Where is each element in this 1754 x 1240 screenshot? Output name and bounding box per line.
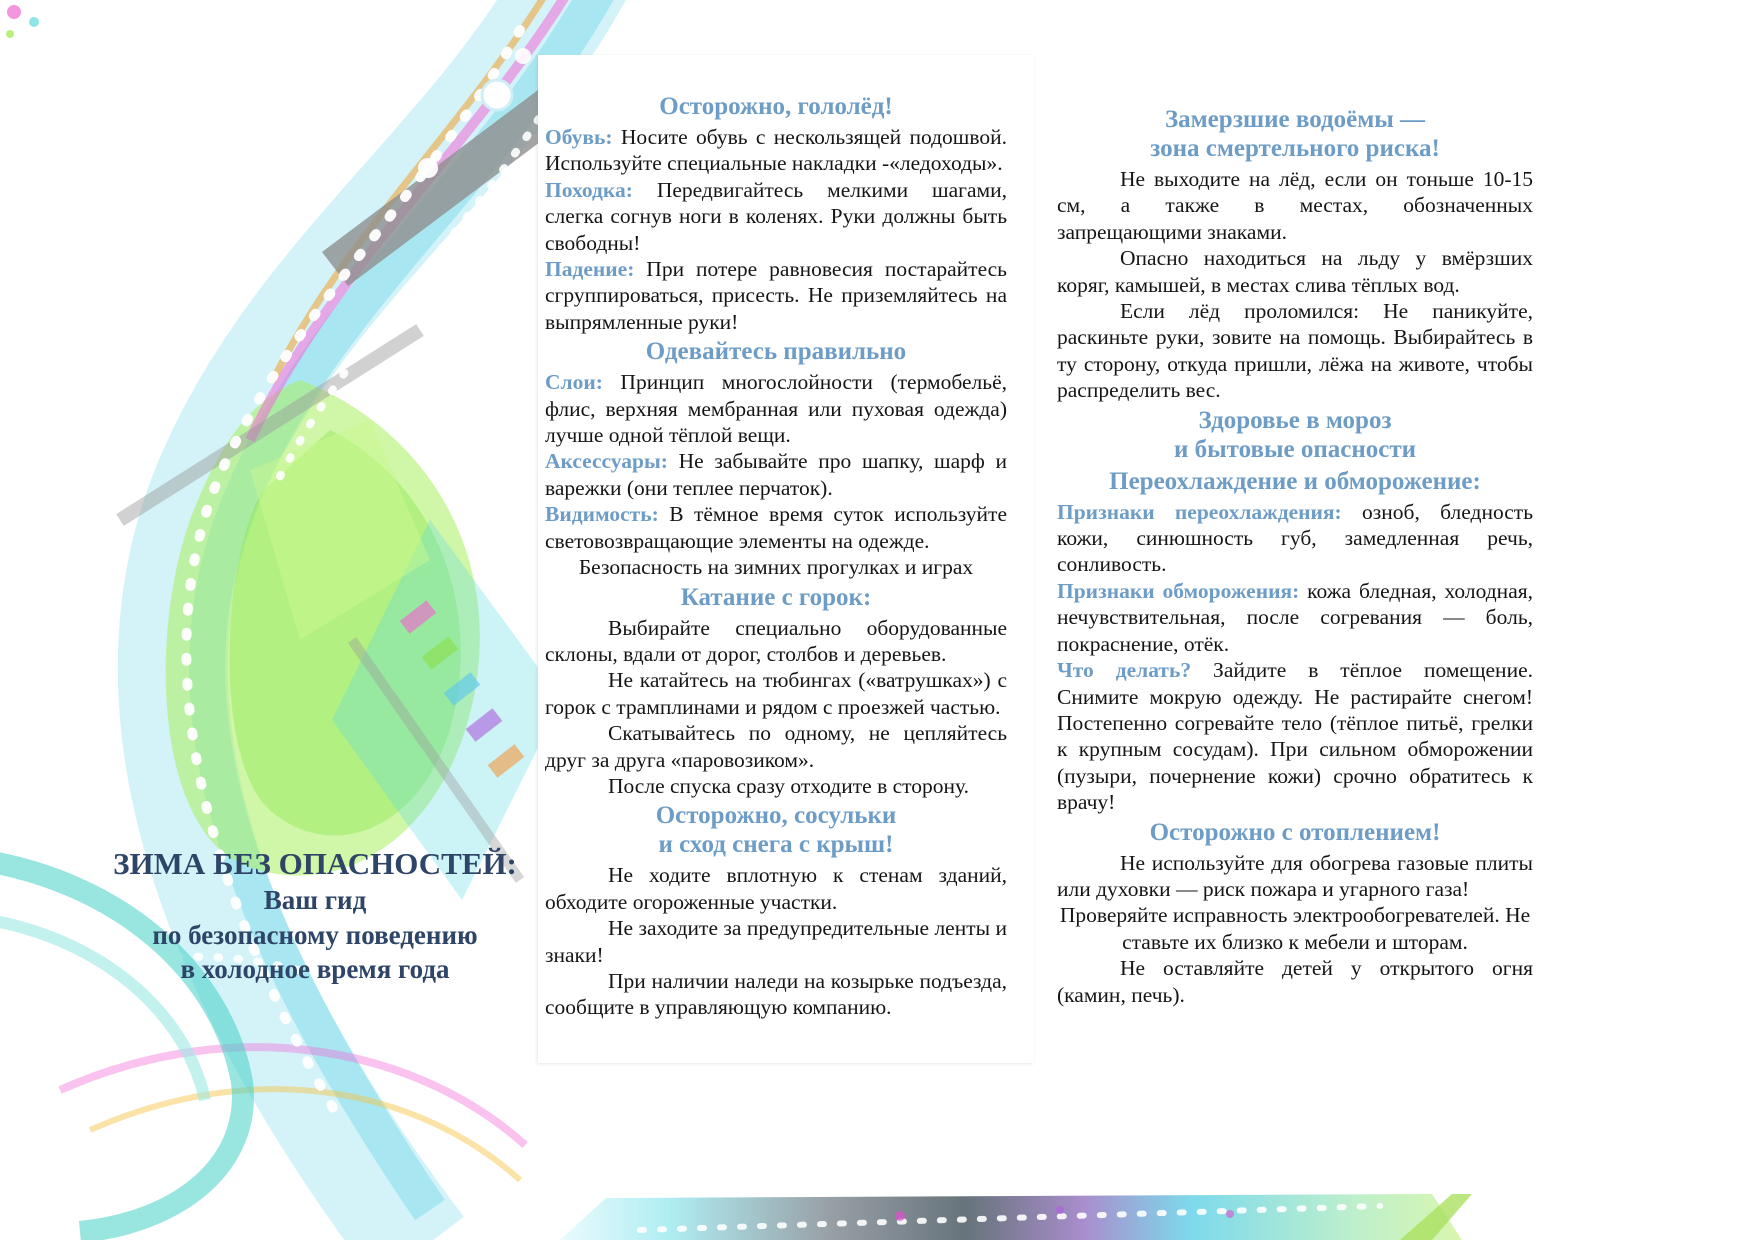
paragraph: Не катайтесь на тюбингах («ватрушках») с горок с трамплинами и рядом с проезжей частью. [545,668,1007,719]
title-line: Ваш гид [263,885,367,915]
heading-line: Катание с горок: [680,583,872,611]
paragraph: После спуска сразу отходите в сторону. [608,773,969,798]
term-label: Признаки обморожения: [1057,578,1300,603]
section-heading [1057,406,1533,464]
paragraph: Если лёд проломился: Не паникуйте, раскиньте руки, зовите на помощь. Выбирайтесь в ту сторону, откуда пришли, лёжа на животе, чтобы распределить вес. [1057,299,1533,403]
term-label: Видимость: [545,502,659,527]
section-heading [545,801,1007,859]
decor-circle [482,80,512,110]
labeled-paragraph: Признаки переохлаждения: озноб, бледность кожи, синюшность губ, замедленная речь, сонливость. [1057,499,1534,577]
section-heading [1057,467,1533,496]
paragraph: Выбирайте специально оборудованные склоны, вдали от дорог, столбов и деревьев. [545,615,1007,666]
term-label: Признаки переохлаждения: [1057,499,1342,524]
heading-line: и сход снега с крыш! [658,831,894,859]
brochure-title [70,845,560,987]
column-right [1057,103,1533,1008]
paragraph: Не ходите вплотную к стенам зданий, обходите огороженные участки. [545,863,1007,914]
labeled-paragraph: Признаки обморожения: кожа бледная, холодная, нечувствительная, после согревания — боль, покраснение, отёк. [1057,578,1533,656]
term-label: Падение: [545,257,635,282]
section-heading [545,583,1007,612]
heading-line: Замерзшие водоёмы — [1164,106,1426,133]
heading-line: Одевайтесь правильно [645,338,907,366]
centered-paragraph: Проверяйте исправность электрообогревателей. Не ставьте их близко к мебели и шторам. [1059,903,1531,954]
term-label: Слои: [545,370,603,395]
column-middle [545,90,1007,1021]
paragraph: Не оставляйте детей у открытого огня (камин, печь). [1057,956,1533,1007]
labeled-paragraph: Что делать? Зайдите в тёплое помещение. Снимите мокрую одежду. Не растирайте снегом! Постепенно согревайте тело (тёплое питьё, грелки к крупным сосудам). При сильном обморожении (пузыри, почернение кожи) срочно обратитесь к врачу! [1057,658,1533,815]
labeled-paragraph: Аксессуары: Не забывайте про шапку, шарф и варежки (они теплее перчаток). [545,449,1007,500]
section-heading [545,92,1007,121]
paragraph: Не выходите на лёд, если он тоньше 10-15 см, а также в местах, обозначенных запрещающими знаками. [1057,167,1533,244]
labeled-paragraph: Видимость: В тёмное время суток используйте световозвращающие элементы на одежде. [545,502,1007,553]
section-heading [1057,105,1533,163]
paragraph: Не используйте для обогрева газовые плиты или духовки — риск пожара и угарного газа! [1057,850,1533,901]
title-line: по безопасному поведению [152,919,478,950]
heading-line: Переохлаждение и обморожение: [1109,467,1481,495]
labeled-paragraph: Падение: При потере равновесия постарайтесь сгруппироваться, присесть. Не приземляйтесь на выпрямленные руки! [545,257,1007,334]
paragraph: Скатывайтесь по одному, не цепляйтесь друг за друга «паровозиком». [545,721,1007,772]
title-line: в холодное время года [180,954,450,984]
term-label: Что делать? [1057,658,1192,683]
labeled-paragraph: Слои: Принцип многослойности (термобельё, флис, верхняя мембранная или пуховая одежда) лучше одной тёплой вещи. [545,370,1007,448]
section-heading [1057,818,1533,847]
paragraph: При наличии наледи на козырьке подъезда, сообщите в управляющую компанию. [545,968,1007,1020]
term-label: Обувь: [545,125,613,149]
labeled-paragraph: Походка: Передвигайтесь мелкими шагами, слегка согнув ноги в коленях. Руки должны быть свободны! [545,177,1007,255]
heading-line: Осторожно, гололёд! [659,93,893,120]
centered-paragraph: Безопасность на зимних прогулках и играх [578,555,974,580]
heading-line: Осторожно, сосульки [655,802,897,830]
section-heading [545,337,1007,366]
paragraph: Опасно находиться на льду у вмёрзших коряг, камышей, в местах слива тёплых вод. [1057,246,1533,297]
labeled-paragraph: Обувь: Носите обувь с нескользящей подошвой. Используйте специальные накладки -«ледоходы». [545,125,1007,176]
term-label: Походка: [545,177,633,202]
term-label: Аксессуары: [545,449,668,474]
heading-line: Осторожно с отоплением! [1149,818,1441,846]
heading-line: Здоровье в мороз [1198,406,1392,434]
heading-line: зона смертельного риска! [1150,135,1440,162]
paragraph: Не заходите за предупредительные ленты и знаки! [545,916,1007,967]
heading-line: и бытовые опасности [1173,435,1417,463]
title-line: ЗИМА БЕЗ ОПАСНОСТЕЙ: [113,846,517,881]
